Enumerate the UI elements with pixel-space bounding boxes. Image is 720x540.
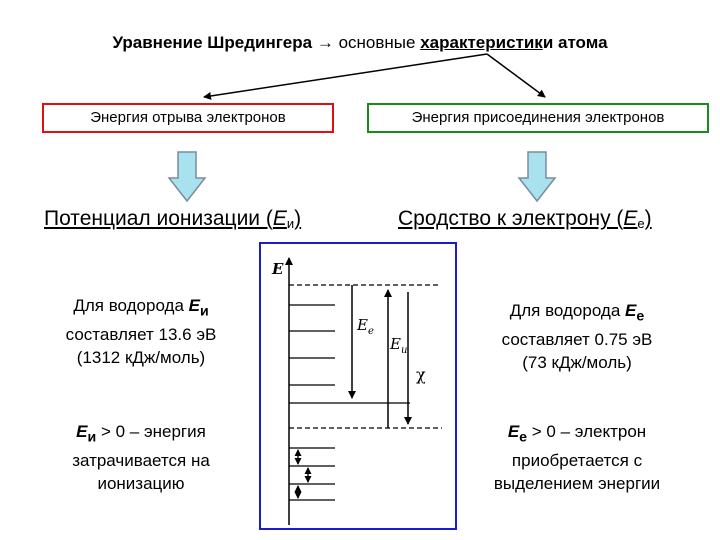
hydrogen-affinity-text: Для водорода $E_е$ составляет 0.75 эВ (73 кДж/моль) [501,301,653,373]
electron-attachment-box: Энергия присоединения электронов [367,103,709,133]
chi-label: χ [416,365,426,384]
title-basic: основные [338,33,416,52]
right-down-arrow-icon [519,152,555,201]
axis-label: E [272,260,284,278]
title-equation: Уравнение Шредингера [112,33,313,52]
left-down-arrow-icon [169,152,205,201]
title-of-atom: и атома [542,33,608,52]
branch-right-line [487,54,545,97]
title-arrow: → [316,33,334,52]
ionization-potential-heading: Потенциал ионизации $(E_и)$ [44,207,302,231]
ionization-sign-text: $E_и > 0$ – энергия затрачивается на ионизацию [72,422,210,494]
ee-label: $E_e$ [357,316,374,337]
energy-diagram [271,258,442,525]
hydrogen-ionization-text: Для водорода $E_и$ составляет 13.6 эВ (1312 кДж/моль) [65,296,217,368]
ei-label: $E_и$ [390,335,408,356]
title-characteristics: характеристик [420,33,543,52]
title-branch-lines [204,54,545,97]
electron-detachment-box: Энергия отрыва электронов [42,103,334,133]
affinity-sign-text: $E_е > 0$ – электрон приобретается с выделением энергии [493,422,661,494]
electron-affinity-heading: Сродство к электрону $(E_е)$ [398,207,652,231]
branch-left-line [204,54,487,97]
